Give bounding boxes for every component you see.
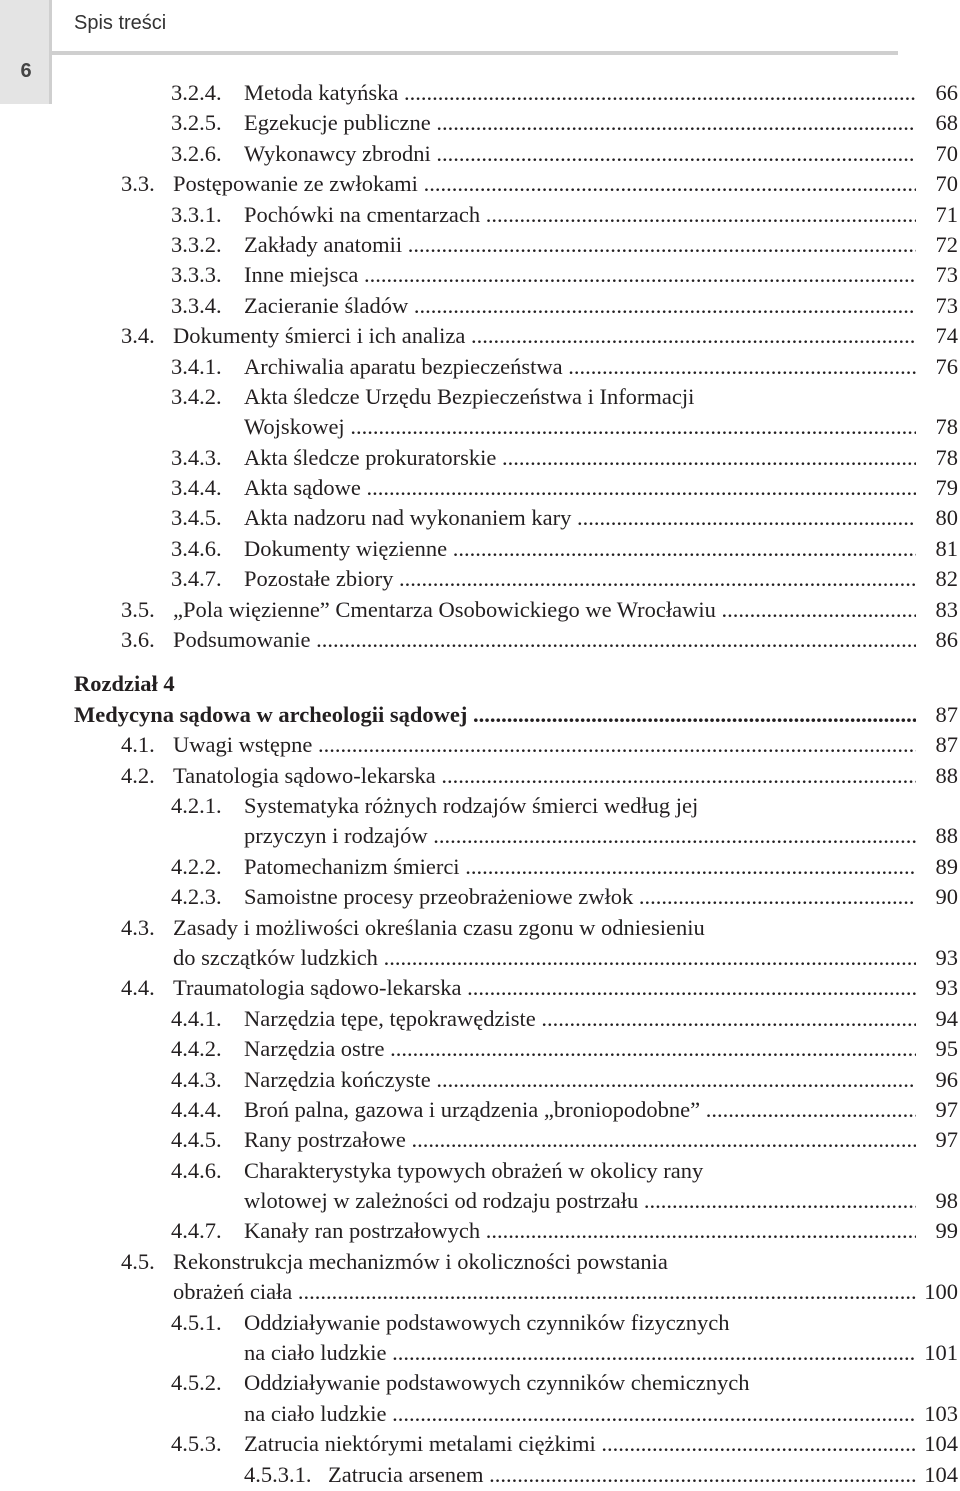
toc-entry [0, 1156, 960, 1186]
toc-entry-number: 3.2.5. [171, 110, 222, 136]
toc-entry-number: 3.4.3. [171, 444, 222, 470]
toc-entry-page: 104 [924, 1431, 958, 1457]
toc-entry [0, 1095, 960, 1125]
toc-entry-title: Podsumowanie ..... [173, 625, 916, 655]
toc-entry-number: 4.1. [121, 732, 155, 758]
toc-entry-page: 81 [935, 535, 958, 561]
toc-entry [0, 1308, 960, 1338]
toc-entry [0, 291, 960, 321]
toc-entry-title: Narzędzia ostre ..... [244, 1034, 916, 1064]
toc-entry-page: 95 [935, 1036, 958, 1062]
toc-entry-number: 4.4.7. [171, 1218, 222, 1244]
toc-entry-number: 3.6. [121, 627, 155, 653]
toc-entry [0, 1034, 960, 1064]
chapter-gap [0, 655, 960, 669]
toc-entry-title: Oddziaływanie podstawowych czynników fizycznych [244, 1309, 730, 1335]
toc-entry-title: Oddziaływanie podstawowych czynników chemicznych [244, 1370, 750, 1396]
toc-entry-page: 100 [924, 1279, 958, 1305]
toc-entry [0, 382, 960, 412]
chapter-label: Rozdział 4 [74, 671, 175, 697]
toc-entry-number: 4.4. [121, 975, 155, 1001]
toc-entry [0, 78, 960, 108]
toc-entry-number: 3.3. [121, 171, 155, 197]
toc-entry-title: Broń palna, gazowa i urządzenia „broniopodobne” ..... [244, 1095, 916, 1125]
toc-entry-number: 3.3.3. [171, 262, 222, 288]
toc-entry-number: 4.5. [121, 1248, 155, 1274]
toc-entry [0, 1399, 960, 1429]
toc-entry [0, 564, 960, 594]
toc-entry-page: 74 [935, 323, 958, 349]
toc-entry-title: Akta sądowe ..... [244, 473, 916, 503]
toc-entry-title: Charakterystyka typowych obrażeń w okolicy rany [244, 1157, 704, 1183]
toc-entry-number: 4.4.5. [171, 1127, 222, 1153]
toc-entry-title: Wykonawcy zbrodni ..... [244, 139, 916, 169]
toc-entry-page: 70 [935, 140, 958, 166]
toc-entry [0, 503, 960, 533]
toc-entry-title: Metoda katyńska ..... [244, 78, 916, 108]
toc-entry-title: do szczątków ludzkich ..... [173, 943, 916, 973]
toc-entry [0, 443, 960, 473]
toc-entry-title: Akta nadzoru nad wykonaniem kary ..... [244, 503, 916, 533]
toc-entry [0, 412, 960, 442]
toc-entry-title: przyczyn i rodzajów ..... [244, 821, 916, 851]
toc-entry [0, 1216, 960, 1246]
toc-entry-title: Akta śledcze prokuratorskie ..... [244, 443, 916, 473]
toc-entry-page: 72 [935, 231, 958, 257]
toc-entry-page: 88 [935, 762, 958, 788]
toc-entry-number: 3.4. [121, 323, 155, 349]
toc-entry-number: 3.3.4. [171, 292, 222, 318]
toc-entry [0, 473, 960, 503]
toc-entry-title: Narzędzia tępe, tępokrawędziste ..... [244, 1004, 916, 1034]
toc-entry-title: Samoistne procesy przeobrażeniowe zwłok ..... [244, 882, 916, 912]
toc-entry-page: 96 [935, 1066, 958, 1092]
toc-entry [0, 973, 960, 1003]
toc-entry-page: 68 [935, 110, 958, 136]
toc-entry [0, 1125, 960, 1155]
toc-entry-page: 78 [935, 414, 958, 440]
toc-entry-title: Kanały ran postrzałowych ..... [244, 1216, 916, 1246]
toc-entry-page: 99 [935, 1218, 958, 1244]
toc-entry-number: 3.4.4. [171, 475, 222, 501]
toc-entry-title: na ciało ludzkie ..... [244, 1338, 916, 1368]
toc-entry-title: Pozostałe zbiory ..... [244, 564, 916, 594]
page-number: 6 [20, 60, 32, 82]
toc-entry-page: 97 [935, 1096, 958, 1122]
toc-entry-page: 93 [935, 944, 958, 970]
toc-entry-number: 4.4.2. [171, 1036, 222, 1062]
toc-entry-page: 66 [935, 80, 958, 105]
toc-entry [0, 625, 960, 655]
header-rule [52, 51, 898, 55]
toc-entry [0, 352, 960, 382]
toc-entry-number: 3.4.1. [171, 353, 222, 379]
toc-entry [0, 260, 960, 290]
toc-entry [0, 1065, 960, 1095]
toc-entry-page: 87 [935, 732, 958, 758]
toc-entry [0, 200, 960, 230]
toc-entry [0, 1460, 960, 1490]
toc-entry-page: 82 [935, 566, 958, 592]
toc-entry-title: Zacieranie śladów ..... [244, 291, 916, 321]
toc-entry [0, 139, 960, 169]
toc-entry-title: Pochówki na cmentarzach ..... [244, 200, 916, 230]
toc-entry-page: 73 [935, 292, 958, 318]
toc-entry-title: Dokumenty śmierci i ich analiza ..... [173, 321, 916, 351]
chapter-page: 87 [935, 701, 958, 727]
toc-entry-title: Archiwalia aparatu bezpieczeństwa ..... [244, 352, 916, 382]
toc-entry-title: Dokumenty więzienne ..... [244, 534, 916, 564]
toc-entry-number: 4.4.4. [171, 1096, 222, 1122]
toc-entry-title: Inne miejsca ..... [244, 260, 916, 290]
toc-entry-number: 4.3. [121, 914, 155, 940]
toc-entry-number: 4.2.1. [171, 792, 222, 818]
toc-entry-page: 79 [935, 475, 958, 501]
toc-entry-number: 4.2. [121, 762, 155, 788]
chapter-label-line [0, 669, 960, 699]
toc-entry-title: obrażeń ciała ..... [173, 1277, 916, 1307]
toc-entry-page: 83 [935, 596, 958, 622]
toc-entry-title: Zatrucia arsenem ..... [328, 1460, 916, 1490]
toc-entry-page: 101 [924, 1340, 958, 1366]
toc-entry-number: 4.4.3. [171, 1066, 222, 1092]
running-head: Spis treści [74, 12, 167, 34]
toc-entry-title: Uwagi wstępne ..... [173, 730, 916, 760]
toc-entry-number: 3.2.6. [171, 140, 222, 166]
toc-entry-title: Zatrucia niektórymi metalami ciężkimi ..... [244, 1429, 916, 1459]
toc-entry-number: 4.5.3.1. [244, 1461, 312, 1487]
toc-entry [0, 1247, 960, 1277]
toc-entry-page: 76 [935, 353, 958, 379]
toc-entry [0, 1004, 960, 1034]
toc-entry-title: Zakłady anatomii ..... [244, 230, 916, 260]
toc-entry-number: 3.2.4. [171, 80, 222, 105]
toc-entry-page: 70 [935, 171, 958, 197]
toc-entry-title: Narzędzia kończyste ..... [244, 1065, 916, 1095]
toc-entry [0, 913, 960, 943]
toc-entry-number: 4.5.1. [171, 1309, 222, 1335]
toc-entry [0, 1429, 960, 1459]
toc-entry [0, 730, 960, 760]
toc-entry-page: 89 [935, 853, 958, 879]
toc-entry-title: Rekonstrukcja mechanizmów i okoliczności powstania [173, 1248, 668, 1274]
toc-entry [0, 230, 960, 260]
toc-entry-number: 4.5.3. [171, 1431, 222, 1457]
toc-block-chapter-4 [0, 730, 960, 1490]
toc-entry-number: 4.5.2. [171, 1370, 222, 1396]
toc-entry [0, 882, 960, 912]
toc-entry [0, 1368, 960, 1398]
toc-block-chapter-3 [0, 78, 960, 655]
toc-entry-title: na ciało ludzkie ..... [244, 1399, 916, 1429]
toc-entry [0, 791, 960, 821]
toc-entry [0, 534, 960, 564]
toc-entry-page: 88 [935, 823, 958, 849]
toc-entry [0, 1186, 960, 1216]
toc-entry-page: 104 [924, 1461, 958, 1487]
toc-entry-number: 3.4.6. [171, 535, 222, 561]
toc-entry-number: 3.4.7. [171, 566, 222, 592]
toc-entry-number: 3.3.1. [171, 201, 222, 227]
toc-entry-title: Traumatologia sądowo-lekarska ..... [173, 973, 916, 1003]
toc-entry-title: Systematyka różnych rodzajów śmierci według jej [244, 792, 699, 818]
toc-entry-page: 93 [935, 975, 958, 1001]
toc-entry-page: 97 [935, 1127, 958, 1153]
toc-entry-title: Tanatologia sądowo-lekarska ..... [173, 761, 916, 791]
toc-entry-page: 98 [935, 1188, 958, 1214]
toc-entry [0, 852, 960, 882]
toc-entry [0, 108, 960, 138]
toc-entry-title: Akta śledcze Urzędu Bezpieczeństwa i Informacji [244, 383, 695, 409]
toc-entry [0, 1338, 960, 1368]
toc-entry-page: 94 [935, 1005, 958, 1031]
toc-entry [0, 821, 960, 851]
toc-entry [0, 1277, 960, 1307]
toc-entry-title: Wojskowej ..... [244, 412, 916, 442]
toc-entry [0, 321, 960, 351]
toc-entry-page: 103 [924, 1400, 958, 1426]
toc-entry-page: 80 [935, 505, 958, 531]
toc-entry-number: 3.4.5. [171, 505, 222, 531]
toc-entry-page: 90 [935, 884, 958, 910]
toc-entry-number: 3.4.2. [171, 383, 222, 409]
toc-entry [0, 761, 960, 791]
toc-entry-page: 73 [935, 262, 958, 288]
toc-entry-number: 3.3.2. [171, 231, 222, 257]
toc-entry-title: Egzekucje publiczne ..... [244, 108, 916, 138]
toc-entry-page: 78 [935, 444, 958, 470]
table-of-contents [0, 78, 960, 1490]
toc-entry-page: 86 [935, 627, 958, 653]
toc-entry [0, 169, 960, 199]
toc-entry-title: Patomechanizm śmierci ..... [244, 852, 916, 882]
toc-entry-title: wlotowej w zależności od rodzaju postrzału ..... [244, 1186, 916, 1216]
toc-entry-page: 71 [935, 201, 958, 227]
toc-entry [0, 943, 960, 973]
toc-entry-number: 4.2.2. [171, 853, 222, 879]
toc-entry-title: Zasady i możliwości określania czasu zgonu w odniesieniu [173, 914, 705, 940]
chapter-title: Medycyna sądowa w archeologii sądowej ..... [74, 700, 916, 730]
toc-entry-number: 3.5. [121, 596, 155, 622]
toc-entry-title: „Pola więzienne” Cmentarza Osobowickiego we Wrocławiu ..... [173, 595, 916, 625]
toc-entry-number: 4.4.1. [171, 1005, 222, 1031]
chapter-title-line [0, 700, 960, 730]
toc-entry-title: Postępowanie ze zwłokami ..... [173, 169, 916, 199]
toc-entry-number: 4.2.3. [171, 884, 222, 910]
toc-entry-number: 4.4.6. [171, 1157, 222, 1183]
toc-entry [0, 595, 960, 625]
toc-entry-title: Rany postrzałowe ..... [244, 1125, 916, 1155]
